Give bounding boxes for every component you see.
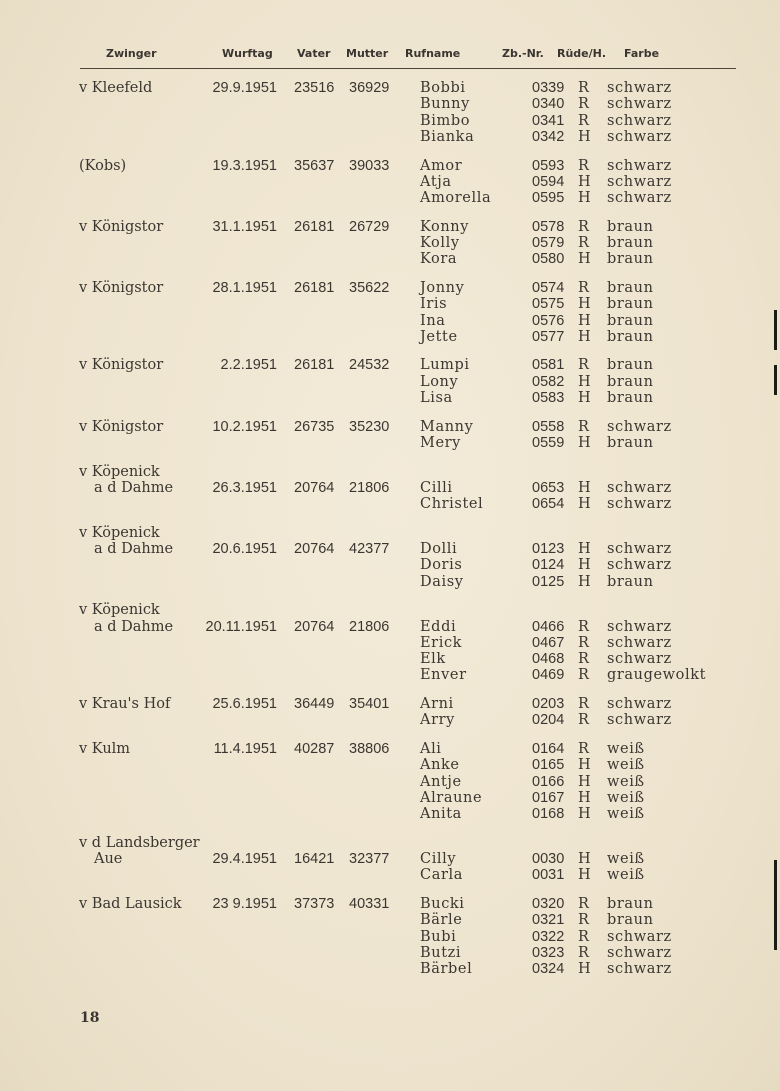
sex-code: H [578,312,591,329]
studbook-number: 0030 [532,851,565,867]
sex-code: H [578,173,591,190]
studbook-number: 0575 [532,296,565,313]
header-mutter: Mutter [346,47,389,60]
pup-name: Carla [420,867,463,884]
dam-number: 39033 [349,157,390,174]
litter-date: 20.11.1951 [205,618,277,635]
kennel-name: Aue [94,851,123,867]
sex-code: R [578,357,589,374]
kennel-name: v Königstor [79,279,164,296]
coat-color: braun [607,312,654,329]
sex-code: H [578,541,591,557]
scan-edge-mark [774,860,777,905]
coat-color: braun [607,251,654,268]
studbook-number: 0342 [532,128,565,145]
litter-date: 23 9.1951 [212,895,277,912]
studbook-number: 0469 [532,667,565,684]
sire-number: 20764 [294,541,335,557]
kennel-name: v Köpenick [79,602,160,619]
studbook-number: 0581 [532,357,565,374]
kennel-name: v d Landsberger [79,834,200,851]
pup-name: Bunny [420,96,470,113]
coat-color: braun [607,296,654,313]
sex-code: R [578,944,589,961]
sex-code: R [578,651,589,668]
litter-date: 31.1.1951 [212,218,277,235]
coat-color: schwarz [607,928,672,945]
pup-name: Mery [420,434,461,451]
studbook-number: 0580 [532,251,565,268]
coat-color: weiß [607,757,645,774]
sex-code: R [578,712,589,729]
sex-code: H [578,373,591,390]
kennel-name: a d Dahme [94,618,174,635]
litter-date: 11.4.1951 [213,740,277,757]
kennel-name: (Kobs) [79,157,127,174]
studbook-number: 0594 [532,173,565,190]
coat-color: braun [607,895,654,912]
coat-color: schwarz [607,173,672,190]
studbook-number: 0654 [532,496,565,513]
dam-number: 21806 [349,618,390,635]
sex-code: R [578,696,589,712]
dam-number: 40331 [349,895,390,912]
header-ruede: Rüde/H. [557,47,607,60]
sex-code: H [578,961,591,978]
kennel-name: v Königstor [79,357,164,374]
sex-code: H [578,479,591,496]
studbook-number: 0558 [532,418,565,435]
litter-date: 10.2.1951 [212,418,277,435]
header-zbnr: Zb.-Nr. [502,47,544,60]
coat-color: braun [607,218,654,235]
dam-number: 36929 [349,80,390,96]
sex-code: R [578,912,589,929]
pup-name: Bubi [420,928,457,945]
kennel-name: v Köpenick [79,524,160,541]
dam-number: 42377 [349,541,390,557]
sex-code: H [578,757,591,774]
sex-code: H [578,557,591,574]
header-vater: Vater [297,47,331,60]
page-number: 18 [80,1010,100,1026]
sex-code: R [578,634,589,651]
litter-date: 26.3.1951 [212,479,277,496]
coat-color: schwarz [607,479,672,496]
pup-name: Anita [420,806,462,823]
pup-name: Lony [420,373,459,390]
dam-number: 38806 [349,740,390,757]
pup-name: Erick [420,634,463,651]
coat-color: braun [607,279,654,296]
sex-code: H [578,867,591,884]
coat-color: schwarz [607,541,672,557]
studbook-number: 0467 [532,634,565,651]
studbook-number: 0466 [532,618,565,635]
pup-name: Elk [420,651,446,668]
sex-code: R [578,96,589,113]
studbook-number: 0559 [532,434,565,451]
coat-color: braun [607,373,654,390]
kennel-name: v Königstor [79,218,164,235]
pup-name: Jette [420,328,458,345]
sire-number: 26181 [294,218,335,235]
coat-color: weiß [607,806,645,823]
sex-code: R [578,895,589,912]
sex-code: H [578,434,591,451]
pup-name: Christel [420,496,484,513]
studbook-number: 0320 [532,895,565,912]
coat-color: braun [607,235,654,251]
coat-color: schwarz [607,618,672,635]
pup-name: Doris [420,557,463,574]
pup-name: Arry [420,712,455,729]
studbook-number: 0577 [532,328,565,345]
kennel-name: a d Dahme [94,479,174,496]
coat-color: schwarz [607,157,672,174]
coat-color: schwarz [607,496,672,513]
litter-date: 25.6.1951 [212,696,277,712]
studbook-number: 0595 [532,190,565,207]
coat-color: schwarz [607,944,672,961]
litter-date: 2.2.1951 [220,357,277,374]
pup-name: Kolly [420,235,460,251]
sire-number: 37373 [294,895,335,912]
studbook-number: 0166 [532,773,565,790]
sex-code: R [578,218,589,235]
coat-color: schwarz [607,651,672,668]
sex-code: H [578,496,591,513]
coat-color: schwarz [607,112,672,129]
kennel-name: v Köpenick [79,463,160,480]
sex-code: R [578,928,589,945]
studbook-number: 0468 [532,651,565,668]
pup-name: Bianka [420,128,475,145]
sex-code: H [578,328,591,345]
sex-code: H [578,851,591,867]
pup-name: Bärbel [420,961,473,978]
studbook-number: 0574 [532,279,565,296]
pup-name: Iris [420,296,448,313]
coat-color: weiß [607,740,645,757]
sex-code: R [578,80,589,96]
coat-color: braun [607,357,654,374]
studbook-number: 0341 [532,112,565,129]
sex-code: R [578,618,589,635]
coat-color: schwarz [607,418,672,435]
sire-number: 20764 [294,618,335,635]
kennel-name: v Krau's Hof [79,696,171,712]
coat-color: schwarz [607,80,672,96]
kennel-name: v Bad Lausick [79,895,182,912]
sex-code: R [578,157,589,174]
sire-number: 16421 [294,851,335,867]
studbook-number: 0653 [532,479,565,496]
pup-name: Konny [420,218,470,235]
sex-code: H [578,806,591,823]
coat-color: braun [607,434,654,451]
scan-edge-mark [774,310,777,350]
pup-name: Kora [420,251,458,268]
kennel-name: v Königstor [79,418,164,435]
studbook-number: 0167 [532,789,565,806]
pup-name: Jonny [420,279,465,296]
coat-color: schwarz [607,190,672,207]
studbook-number: 0578 [532,218,565,235]
sire-number: 40287 [294,740,335,757]
sex-code: H [578,773,591,790]
sex-code: R [578,667,589,684]
studbook-number: 0203 [532,696,565,712]
studbook-number: 0322 [532,928,565,945]
pup-name: Butzi [420,944,462,961]
pup-name: Bucki [420,895,465,912]
sex-code: R [578,418,589,435]
studbook-number: 0125 [532,573,565,590]
studbook-number: 0339 [532,80,565,96]
studbook-number: 0323 [532,944,565,961]
pup-name: Amor [420,157,463,174]
coat-color: weiß [607,773,645,790]
coat-color: schwarz [607,96,672,113]
dam-number: 35401 [349,696,390,712]
pup-name: Cilly [420,851,457,867]
pup-name: Ali [420,740,442,757]
pup-name: Enver [420,667,467,684]
sex-code: H [578,251,591,268]
pup-name: Atja [420,173,452,190]
coat-color: schwarz [607,128,672,145]
coat-color: schwarz [607,557,672,574]
studbook-number: 0593 [532,157,565,174]
kennel-name: v Kleefeld [79,80,153,96]
studbook-number: 0031 [532,867,565,884]
header-farbe: Farbe [624,47,660,60]
kennel-name: v Kulm [79,740,131,757]
kennel-name: a d Dahme [94,541,174,557]
litter-date: 28.1.1951 [212,279,277,296]
sex-code: H [578,128,591,145]
sex-code: H [578,190,591,207]
header-zwinger: Zwinger [106,47,157,60]
dam-number: 24532 [349,357,390,374]
sex-code: H [578,390,591,406]
coat-color: weiß [607,867,645,884]
coat-color: braun [607,390,654,406]
dam-number: 35230 [349,418,390,435]
litter-date: 29.9.1951 [212,80,277,96]
sire-number: 20764 [294,479,335,496]
studbook-number: 0168 [532,806,565,823]
coat-color: weiß [607,851,645,867]
studbook-number: 0579 [532,235,565,251]
studbook-number: 0321 [532,912,565,929]
studbook-number: 0164 [532,740,565,757]
sex-code: H [578,789,591,806]
coat-color: graugewolkt [607,667,707,684]
litter-date: 29.4.1951 [212,851,277,867]
studbook-number: 0583 [532,390,565,406]
sire-number: 36449 [294,696,335,712]
studbook-number: 0123 [532,541,565,557]
header-rufname: Rufname [405,47,461,60]
sex-code: R [578,740,589,757]
studbook-number: 0340 [532,96,565,113]
sire-number: 26181 [294,357,335,374]
litter-date: 20.6.1951 [212,541,277,557]
sex-code: H [578,296,591,313]
coat-color: schwarz [607,712,672,729]
pup-name: Daisy [420,573,464,590]
coat-color: braun [607,328,654,345]
pup-name: Ina [420,312,446,329]
pup-name: Bärle [420,912,463,929]
coat-color: braun [607,912,654,929]
sex-code: R [578,235,589,251]
coat-color: braun [607,573,654,590]
pup-name: Manny [420,418,474,435]
dam-number: 21806 [349,479,390,496]
studbook-number: 0582 [532,373,565,390]
sex-code: H [578,573,591,590]
pup-name: Eddi [420,618,457,635]
studbook-number: 0204 [532,712,565,729]
pup-name: Dolli [420,541,458,557]
coat-color: weiß [607,789,645,806]
scan-edge-mark [774,905,777,950]
litter-date: 19.3.1951 [212,157,277,174]
sex-code: R [578,279,589,296]
coat-color: schwarz [607,634,672,651]
coat-color: schwarz [607,696,672,712]
pup-name: Lumpi [420,357,470,374]
studbook-number: 0124 [532,557,565,574]
sire-number: 26181 [294,279,335,296]
pup-name: Bobbi [420,80,466,96]
sire-number: 35637 [294,157,335,174]
dam-number: 26729 [349,218,390,235]
pup-name: Bimbo [420,112,471,129]
dam-number: 35622 [349,279,390,296]
dam-number: 32377 [349,851,390,867]
header-divider [80,68,736,69]
header-wurftag: Wurftag [222,47,273,60]
sire-number: 23516 [294,80,335,96]
studbook-number: 0576 [532,312,565,329]
sire-number: 26735 [294,418,335,435]
pup-name: Alraune [420,789,483,806]
pup-name: Amorella [420,190,492,207]
studbook-number: 0165 [532,757,565,774]
pup-name: Cilli [420,479,453,496]
pup-name: Arni [420,696,454,712]
sex-code: R [578,112,589,129]
studbook-number: 0324 [532,961,565,978]
pup-name: Antje [420,773,462,790]
scan-edge-mark [774,365,777,395]
pup-name: Lisa [420,390,453,406]
pup-name: Anke [420,757,460,774]
coat-color: schwarz [607,961,672,978]
